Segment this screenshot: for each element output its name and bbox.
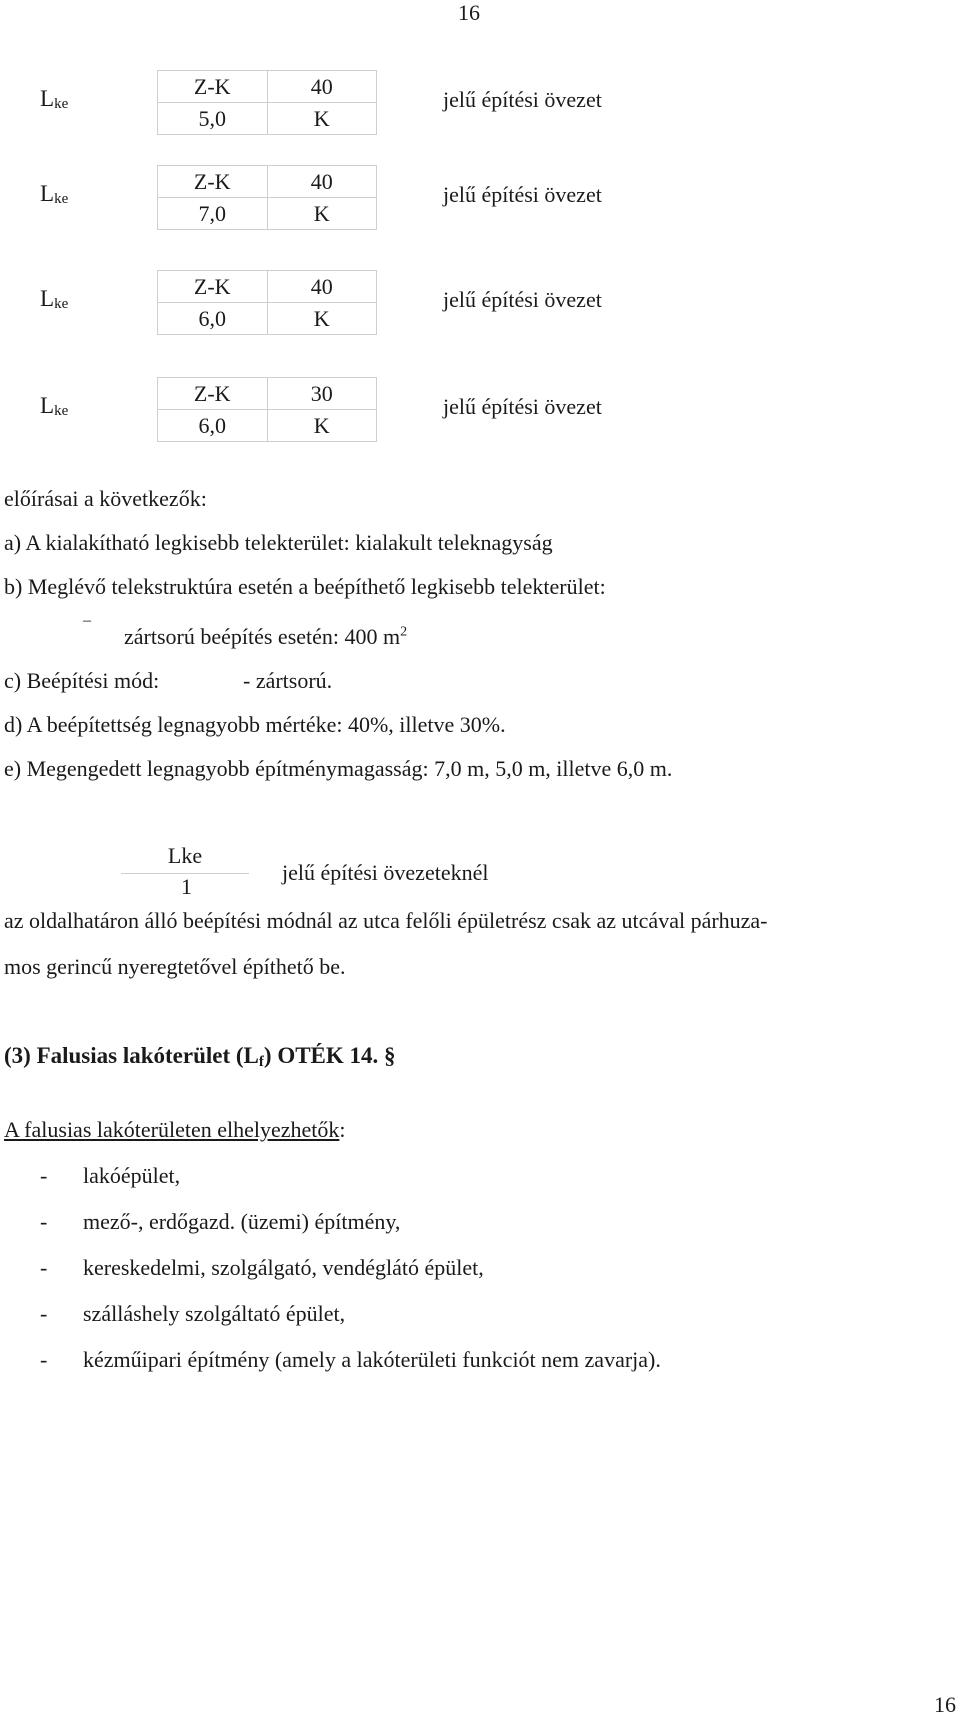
bullet-dash: –	[83, 612, 91, 629]
zone-description: jelű építési övezet	[443, 394, 602, 419]
zone-table-cell: 6,0	[158, 303, 268, 335]
lke-suffix: jelű építési övezeteknél	[282, 860, 489, 885]
zone-table-cell: 5,0	[158, 103, 268, 135]
zone-table-cell: Z-K	[158, 271, 268, 303]
zone-description: jelű építési övezet	[443, 182, 602, 207]
list-dash: -	[40, 1301, 48, 1326]
zone-block	[40, 70, 660, 134]
list-dash: -	[40, 1163, 48, 1188]
rule-c-label: c) Beépítési mód:	[4, 668, 160, 693]
zone-table-cell: Z-K	[158, 71, 268, 103]
zone-code: $L_{ke}$	[40, 86, 69, 112]
zone-block	[40, 377, 660, 441]
fraction-numerator: Lke	[167, 843, 203, 868]
list-item: kereskedelmi, szolgálgató, vendéglátó épület,	[83, 1255, 484, 1280]
lke-text-line1: az oldalhatáron álló beépítési módnál az utca felőli épületrész csak az utcával párhuza-	[4, 908, 768, 933]
lke-fraction	[121, 843, 249, 903]
zone-table	[157, 70, 377, 135]
rule-b-sub: zártsorú beépítés esetén: 400 $m^2$	[124, 624, 408, 649]
list-item: szálláshely szolgáltató épület,	[83, 1301, 346, 1326]
zone-table-cell: 30	[267, 378, 377, 410]
zone-description: jelű építési övezet	[443, 87, 602, 112]
zone-table-cell: K	[267, 103, 377, 135]
zone-table-cell: 40	[267, 71, 377, 103]
list-item: lakóépület,	[83, 1163, 181, 1188]
section-heading: (3) Falusias lakóterület $(L_f)$ OTÉK 14. §	[4, 1043, 396, 1070]
zone-table-cell: K	[267, 410, 377, 442]
list-dash: -	[40, 1347, 48, 1372]
zone-table-cell: K	[267, 198, 377, 230]
zone-block	[40, 270, 660, 334]
rule-d: d) A beépítettség legnagyobb mértéke: 40%, illetve 30%.	[4, 712, 506, 737]
list-item: mező-, erdőgazd. (üzemi) építmény,	[83, 1209, 401, 1234]
rule-b: b) Meglévő telekstruktúra esetén a beépíthető legkisebb telekterület:	[4, 574, 606, 599]
rule-a: a) A kialakítható legkisebb telekterület: kialakult teleknagyság	[4, 530, 553, 555]
rule-e: e) Megengedett legnagyobb építménymagasság: 7,0 m, 5,0 m, illetve 6,0 m.	[4, 756, 673, 781]
list-dash: -	[40, 1255, 48, 1280]
list-item: kézműipari építmény (amely a lakóterületi funkciót nem zavarja).	[83, 1347, 661, 1372]
list-dash: -	[40, 1209, 48, 1234]
zone-table-cell: 40	[267, 271, 377, 303]
rules-intro: előírásai a következők:	[4, 486, 207, 511]
zone-table-cell: Z-K	[158, 378, 268, 410]
zone-block	[40, 165, 660, 229]
fraction-denominator: 1	[181, 874, 192, 899]
zone-table	[157, 270, 377, 335]
zone-table-cell: Z-K	[158, 166, 268, 198]
rule-c-value: - zártsorú.	[243, 668, 333, 693]
page-number-bottom: 16	[934, 1692, 956, 1717]
zone-table-cell: 40	[267, 166, 377, 198]
zone-code: $L_{ke}$	[40, 393, 69, 419]
zone-table	[157, 165, 377, 230]
zone-table-cell: 6,0	[158, 410, 268, 442]
lke-text-line2: mos gerincű nyeregtetővel építhető be.	[4, 954, 346, 979]
page-number-top: 16	[458, 0, 480, 25]
zone-table-cell: K	[267, 303, 377, 335]
zone-code: $L_{ke}$	[40, 181, 69, 207]
zone-code: $L_{ke}$	[40, 286, 69, 312]
zone-table-cell: 7,0	[158, 198, 268, 230]
zone-table	[157, 377, 377, 442]
section-intro: A falusias lakóterületen elhelyezhetők:	[4, 1117, 346, 1142]
zone-description: jelű építési övezet	[443, 287, 602, 312]
